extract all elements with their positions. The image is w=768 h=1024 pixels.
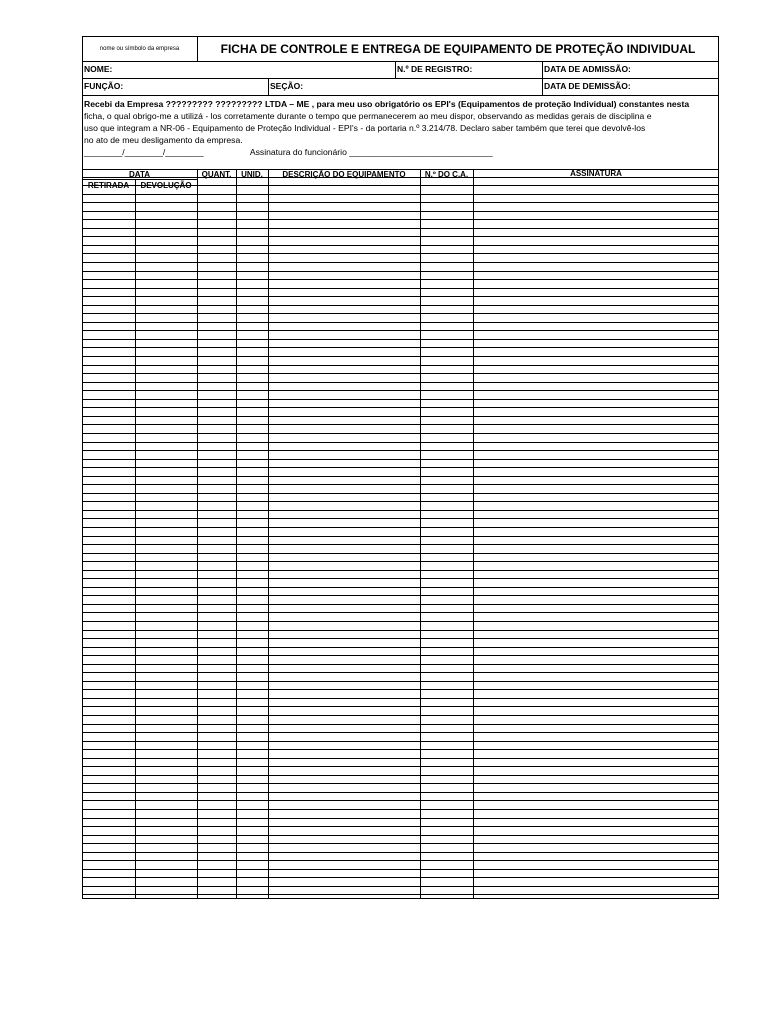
demissao-label: DATA DE DEMISSÃO: <box>544 81 631 91</box>
table-row <box>82 502 719 511</box>
table-row <box>82 827 719 836</box>
col-data: DATA <box>128 170 151 179</box>
table-row <box>82 725 719 734</box>
table-row <box>82 836 719 845</box>
table-row <box>82 596 719 605</box>
table-row <box>82 212 719 221</box>
table-row <box>82 750 719 759</box>
table-row <box>82 733 719 742</box>
table-row <box>82 485 719 494</box>
table-row <box>82 742 719 751</box>
table-row <box>82 767 719 776</box>
table-row <box>82 272 719 281</box>
table-row <box>82 254 719 263</box>
table-row <box>82 314 719 323</box>
admissao-label: DATA DE ADMISSÃO: <box>544 64 631 74</box>
table-row <box>82 511 719 520</box>
table-row <box>82 331 719 340</box>
table-row <box>82 451 719 460</box>
table-row <box>82 425 719 434</box>
table-row <box>82 673 719 682</box>
table-row <box>82 460 719 469</box>
table-row <box>82 579 719 588</box>
table-row <box>82 810 719 819</box>
terms-paragraph <box>84 98 717 158</box>
table-row <box>82 682 719 691</box>
terms-line-1: Recebi da Empresa ????????? ????????? LTDA – ME , para meu uso obrigatório os EPI's (Equipamentos de proteção Individual) constantes nesta <box>84 99 690 109</box>
table-row <box>82 861 719 870</box>
table-row <box>82 417 719 426</box>
table-row <box>82 297 719 306</box>
table-row <box>82 819 719 828</box>
table-row <box>82 169 719 178</box>
table-row <box>82 340 719 349</box>
table-row <box>82 545 719 554</box>
entries-table-body <box>82 169 719 895</box>
col-descricao: DESCRIÇÃO DO EQUIPAMENTO <box>282 170 406 179</box>
table-row <box>82 494 719 503</box>
company-logo-placeholder: nome ou símbolo da empresa <box>99 46 180 52</box>
date-blank: ________/________/________ <box>84 147 204 157</box>
table-row <box>82 195 719 204</box>
table-row <box>82 878 719 887</box>
table-row <box>82 203 719 212</box>
table-row <box>82 391 719 400</box>
table-row <box>82 639 719 648</box>
col-unid: UNID. <box>241 170 263 179</box>
table-row <box>82 613 719 622</box>
table-row <box>82 246 719 255</box>
table-row <box>82 537 719 546</box>
table-row <box>82 383 719 392</box>
table-row <box>82 759 719 768</box>
table-row <box>82 186 719 195</box>
table-row <box>82 605 719 614</box>
table-row <box>82 656 719 665</box>
table-row <box>82 289 719 298</box>
table-row <box>82 434 719 443</box>
table-row <box>82 648 719 657</box>
table-row <box>82 853 719 862</box>
table-row <box>82 323 719 332</box>
table-row <box>82 776 719 785</box>
table-row <box>82 348 719 357</box>
table-row <box>82 528 719 537</box>
table-row <box>82 306 719 315</box>
table-row <box>82 468 719 477</box>
table-row <box>82 887 719 896</box>
table-row <box>82 366 719 375</box>
col-assinatura: ASSINATURA <box>570 169 622 178</box>
terms-line-2: ficha, o qual obrigo-me a utilizá - los corretamente durante o tempo que permanecerem ao meu dispor, observando as medidas gerais de disciplina e <box>84 111 652 121</box>
table-row <box>82 408 719 417</box>
table-row <box>82 793 719 802</box>
form-title: FICHA DE CONTROLE E ENTREGA DE EQUIPAMENTO DE PROTEÇÃO INDIVIDUAL <box>220 42 696 56</box>
table-row <box>82 237 719 246</box>
table-row <box>82 562 719 571</box>
table-row <box>82 699 719 708</box>
table-row <box>82 443 719 452</box>
table-row <box>82 263 719 272</box>
nome-label: NOME: <box>84 64 113 74</box>
table-row <box>82 622 719 631</box>
table-row <box>82 665 719 674</box>
table-row <box>82 477 719 486</box>
table-row <box>82 519 719 528</box>
terms-line-3: uso que integram a NR-06 - Equipamento de Proteção Individual - EPI's - da portaria n.º 3.214/78. Declaro saber também que terei que devolvê-los <box>84 123 646 133</box>
col-devolucao: DEVOLUÇÃO <box>140 181 192 190</box>
table-row <box>82 801 719 810</box>
table-row <box>82 784 719 793</box>
table-row <box>82 690 719 699</box>
table-row <box>82 220 719 229</box>
table-row <box>82 707 719 716</box>
table-row <box>82 716 719 725</box>
funcao-label: FUNÇÃO: <box>84 81 124 91</box>
table-row <box>82 400 719 409</box>
employee-signature-line: Assinatura do funcionário ______________________________ <box>249 147 493 157</box>
col-ca: N.º DO C.A. <box>424 170 469 179</box>
secao-label: SEÇÃO: <box>270 81 304 91</box>
terms-line-4: no ato de meu desligamento da empresa. <box>84 135 243 145</box>
col-quant: QUANT. <box>201 170 232 179</box>
table-row <box>82 280 719 289</box>
table-row <box>82 631 719 640</box>
table-row <box>82 870 719 879</box>
registro-label: N.º DE REGISTRO: <box>397 64 473 74</box>
table-row <box>82 178 719 187</box>
col-retirada: RETIRADA <box>87 181 130 190</box>
table-row <box>82 844 719 853</box>
table-row <box>82 374 719 383</box>
table-row <box>82 588 719 597</box>
table-row <box>82 571 719 580</box>
table-row <box>82 554 719 563</box>
table-row <box>82 229 719 238</box>
table-row <box>82 357 719 366</box>
